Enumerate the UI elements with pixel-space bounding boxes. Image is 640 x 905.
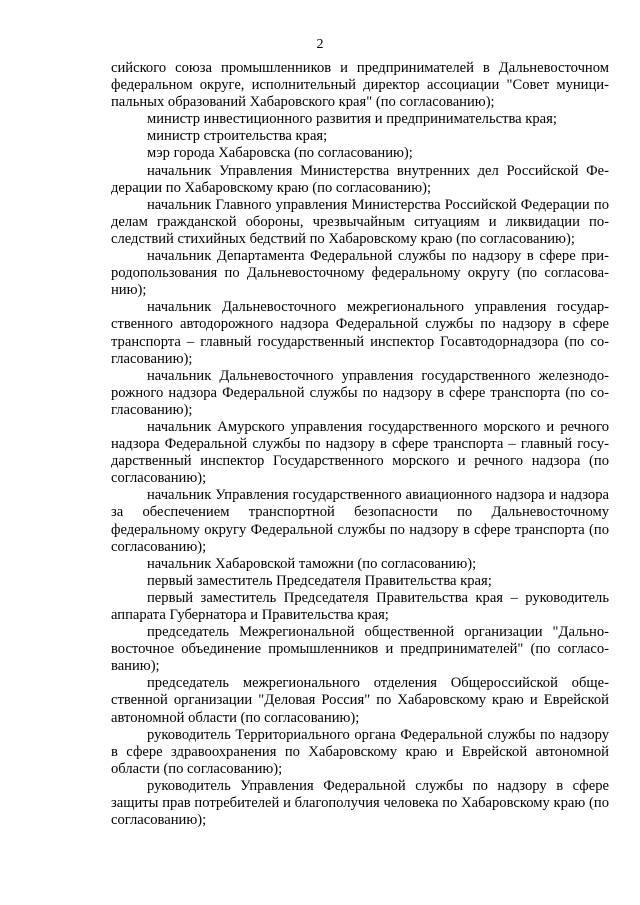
paragraph: начальник Департамента Федеральной службы по надзору в сфере природопользования по Дальневосточному федеральному округу (по согласованию); (111, 248, 609, 299)
paragraph: начальник Управления Министерства внутренних дел Российской Федерации по Хабаровскому краю (по согласованию); (111, 162, 609, 196)
paragraph: первый заместитель Председателя Правительства края – руководитель аппарата Губернатора и Правительства края; (111, 589, 609, 623)
paragraph: руководитель Управления Федеральной службы по надзору в сфере защиты прав потребителей и благополучия человека по Хабаровскому краю (по согласованию); (111, 777, 609, 829)
paragraph: министр инвестиционного развития и предпринимательства края; (147, 111, 557, 128)
paragraph: начальник Управления государственного авиационного надзора и надзора за обеспечением транспортной безопасности по Дальневосточному федеральному округу Федеральной службы по надзору в сфере транспорта (по согласованию); (111, 487, 609, 555)
paragraph: начальник Главного управления Министерства Российской Федерации по делам гражданской обороны, чрезвычайным ситуациям и ликвидации последствий стихийных бедствий по Хабаровскому краю (по согласованию); (111, 196, 609, 247)
paragraph: председатель Межрегиональной общественной организации "Дальновосточное объединение промышленников и предпринимателей" (по согласованию); (111, 624, 609, 675)
paragraph: начальник Амурского управления государственного морского и речного надзора Федеральной службы по надзору в сфере транспорта – главный государственный инспектор Государственного морского и речного надзора (по согласованию); (111, 418, 609, 487)
page-number: 2 (316, 37, 324, 52)
paragraph: руководитель Территориального органа Федеральной службы по надзору в сфере здравоохранения по Хабаровскому краю и Еврейской автономной области (по согласованию); (111, 726, 609, 777)
paragraph: сийского союза промышленников и предпринимателей в Дальневосточном федеральном округе, исполнительный директор ассоциации "Совет муниципальных образований Хабаровского края" (по согласованию); (111, 60, 609, 111)
paragraph: начальник Дальневосточного межрегионального управления государственного автодорожного надзора Федеральной службы по надзору в сфере транспорта – главный государственный инспектор Госавтодорнадзора (по согласованию); (111, 299, 609, 367)
paragraph: первый заместитель Председателя Правительства края; (147, 572, 492, 589)
document-body (111, 60, 609, 829)
paragraph: начальник Дальневосточного управления государственного железнодорожного надзора Федеральной службы по надзору в сфере транспорта (по согласованию); (111, 367, 609, 418)
paragraph: председатель межрегионального отделения Общероссийской общественной организации "Деловая Россия" по Хабаровскому краю и Еврейской автономной области (по согласованию); (111, 675, 609, 726)
paragraph: начальник Хабаровской таможни (по согласованию); (147, 555, 477, 572)
paragraph: мэр города Хабаровска (по согласованию); (147, 145, 413, 162)
paragraph: министр строительства края; (147, 128, 328, 145)
